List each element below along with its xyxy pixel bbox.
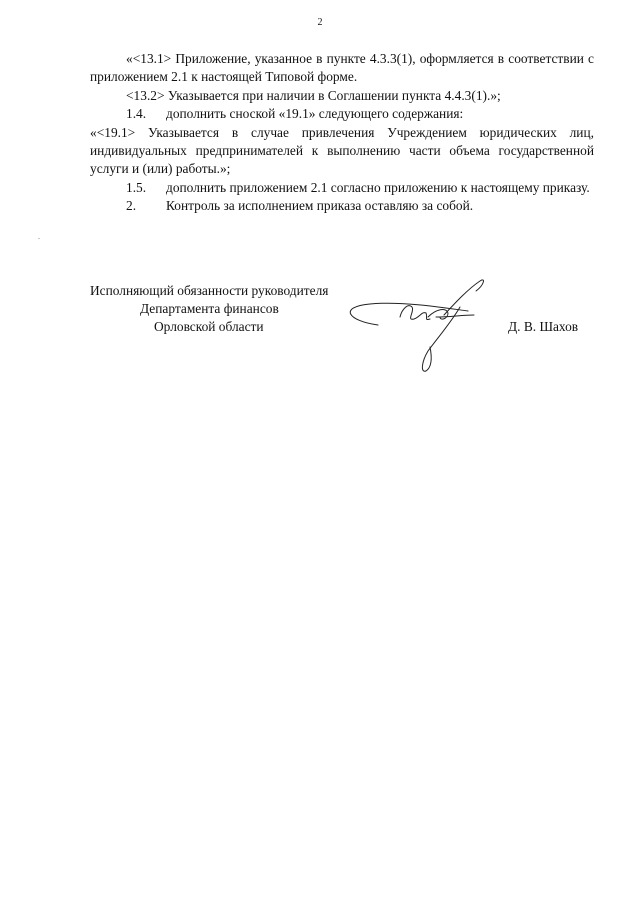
item-number: 1.5.: [126, 179, 147, 195]
margin-mark: .: [38, 232, 40, 241]
document-body: [90, 50, 594, 216]
item-text: дополнить приложением 2.1 согласно приложению к настоящему приказу.: [166, 179, 590, 195]
footnote-19-1: «<19.1> Указывается в случае привлечения Учреждением юридических лиц, индивидуальных предпринимателей к выполнению части объема государственной услуги и (или) работы.»;: [90, 124, 594, 177]
page-number: 2: [317, 17, 323, 28]
signer-position: Исполняющий обязанности руководителя: [90, 283, 329, 298]
footnote-13-2: <13.2> Указывается при наличии в Соглашении пункта 4.4.3(1).»;: [126, 87, 501, 103]
item-text: дополнить сноской «19.1» следующего содержания:: [166, 106, 464, 122]
item-1-5: [90, 179, 594, 197]
item-number: 1.4.: [126, 106, 147, 122]
item-1-4: [90, 105, 594, 123]
signature-block: [90, 282, 600, 392]
item-number: 2.: [126, 198, 137, 214]
item-2: [90, 197, 594, 215]
signer-department: Департамента финансов: [140, 301, 279, 316]
handwritten-signature: [340, 277, 490, 377]
item-text: Контроль за исполнением приказа оставляю за собой.: [166, 198, 474, 214]
footnote-13-1: «<13.1> Приложение, указанное в пункте 4.3.3(1), оформляется в соответствии с приложением 2.1 к настоящей Типовой форме.: [90, 51, 594, 85]
signer-region: Орловской области: [154, 319, 264, 334]
signer-name: Д. В. Шахов: [508, 319, 579, 334]
